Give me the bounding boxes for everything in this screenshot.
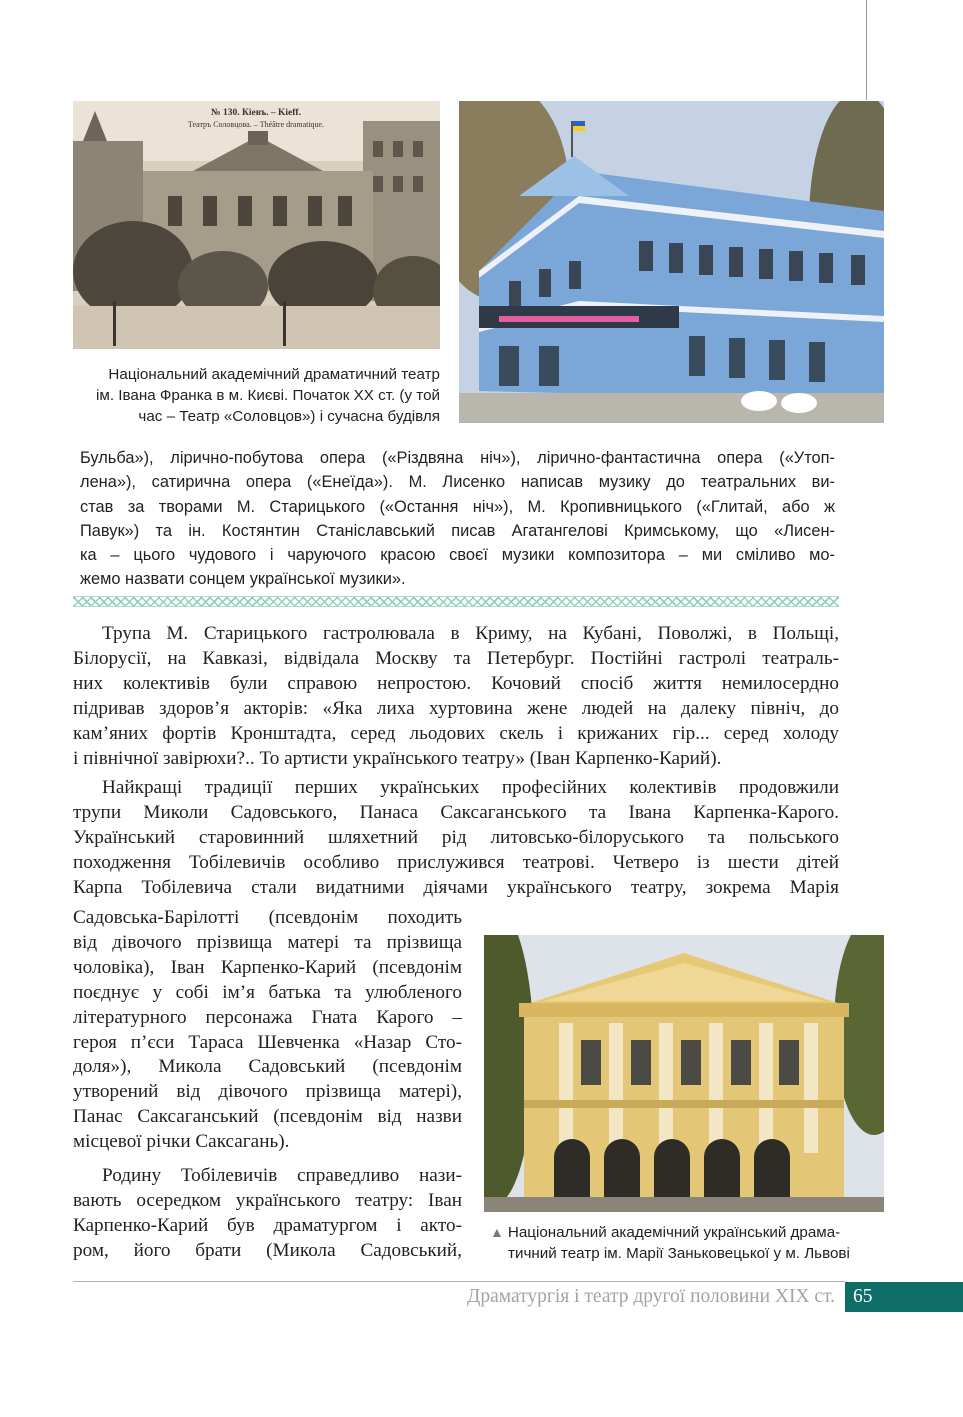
paragraph-pseudonyms — [73, 906, 462, 1155]
photo-franko-theatre-modern — [459, 101, 884, 423]
photo-solovtsov-theatre-postcard — [73, 101, 440, 349]
text-line: літературного персонажа Гната Карого – — [73, 1006, 462, 1028]
text-line: від дівочого прізвища матері та прізвища — [73, 931, 462, 953]
caption-line: тичний театр ім. Марії Заньковецької у м. Львові — [508, 1245, 850, 1262]
top-photo-caption — [73, 364, 440, 427]
margin-rule — [866, 0, 867, 100]
text-line: Український старовинний шляхетний рід литовсько-білоруського та польського — [73, 826, 839, 848]
triangle-up-icon: ▲ — [490, 1224, 504, 1240]
text-line: ка – цього чудового і чаруючого красою своєї музики композитора – ми сміливо мо- — [80, 546, 835, 565]
text-line: Карпенко-Карий був драматургом і акто- — [73, 1214, 462, 1236]
postcard-title: № 130. Кіевъ. – Kieff. — [211, 108, 301, 118]
lysenko-sidebar-text — [80, 446, 835, 592]
text-line: вають осередком українського театру: Іван — [73, 1189, 462, 1211]
caption-line: Національний академічний драматичний театр — [108, 366, 440, 383]
ornamental-divider — [73, 596, 839, 607]
caption-line: час – Театр «Соловцов») і сучасна будівля — [138, 408, 440, 425]
text-line: героя п’єси Тараса Шевченка «Назар Сто- — [73, 1031, 462, 1053]
text-line: кам’яних фортів Кронштадта, серед льодових скель і крижаних гір... серед холоду — [73, 722, 839, 744]
text-line: Павук») та ін. Костянтин Станіславський писав Агатангелові Кримському, що «Лисен- — [80, 521, 835, 540]
text-line: Бульба»), лірично-побутова опера («Різдвяна ніч»), лірично-фантастична опера («Утоп- — [80, 449, 835, 467]
paragraph-starytsky-tour — [73, 622, 839, 771]
text-line: поєднує у собі ім’я батька та улюбленого — [73, 981, 462, 1003]
text-line: Білорусії, на Кавказі, відвідала Москву та Петербург. Постійні гастролі театраль- — [73, 647, 839, 669]
text-line: трупи Миколи Садовського, Панаса Саксаганського та Івана Карпенка-Карого. — [73, 801, 839, 823]
text-line: Трупа М. Старицького гастролювала в Криму, на Кубані, Поволжі, в Польщі, — [102, 623, 839, 644]
page-number: 65 — [853, 1286, 873, 1307]
text-line: жемо назвати сонцем української музики». — [80, 570, 406, 589]
text-line: місцевої річки Саксагань). — [73, 1131, 290, 1153]
text-line: і північної завірюхи?.. То артисти українського театру» (Іван Карпенко-Карий). — [73, 747, 722, 769]
photo-zankovetska-theatre-lviv — [484, 935, 884, 1212]
paragraph-tobilevych-family — [73, 776, 839, 901]
running-footer-title: Драматургія і театр другої половини ХІХ ст. — [467, 1286, 835, 1307]
postcard-subtitle: Театръ Соловцова. – Théâtre dramatique. — [187, 120, 325, 129]
caption-line — [490, 1222, 885, 1243]
text-line: утворений від дівочого прізвища матері), — [73, 1081, 462, 1103]
bottom-photo-caption — [490, 1222, 885, 1264]
text-line: чоловіка), Іван Карпенко-Карий (псевдонім — [73, 956, 462, 978]
text-line: доля»), Микола Садовський (псевдонім — [73, 1056, 462, 1078]
text-line: ром, його брати (Микола Садовський, — [73, 1239, 462, 1261]
text-line: Панас Саксаганський (псевдонім від назви — [73, 1106, 462, 1128]
text-line: них колективів були справою непростою. Кочовий спосіб життя немилосердно — [73, 672, 839, 694]
text-line: походження Тобілевичів особливо прислужився театрові. Четверо із шести дітей — [73, 851, 839, 873]
text-line: лена»), сатирична опера («Енеїда»). М. Лисенко написав музику до театральних ви- — [80, 473, 835, 492]
text-line: Найкращі традиції перших українських професійних колективів продовжили — [102, 777, 839, 798]
text-line: Садовська-Барілотті (псевдонім походить — [73, 907, 462, 928]
caption-text: Національний академічний український драма- — [507, 1224, 841, 1241]
paragraph-theatre-hub — [73, 1164, 462, 1264]
footer-rule — [73, 1281, 845, 1282]
text-line: став за творами М. Старицького («Остання ніч»), М. Кропивницького («Глитай, або ж — [80, 497, 835, 516]
text-line: Родину Тобілевичів справедливо нази- — [102, 1165, 462, 1186]
caption-line: ім. Івана Франка в м. Києві. Початок ХХ ст. (у той — [96, 387, 440, 404]
text-line: Карпа Тобілевича стали видатними діячами українського театру, зокрема Марія — [73, 876, 839, 898]
text-line: підривав здоров’я акторів: «Яка лиха хуртовина жене людей на далеку північ, до — [73, 697, 839, 719]
